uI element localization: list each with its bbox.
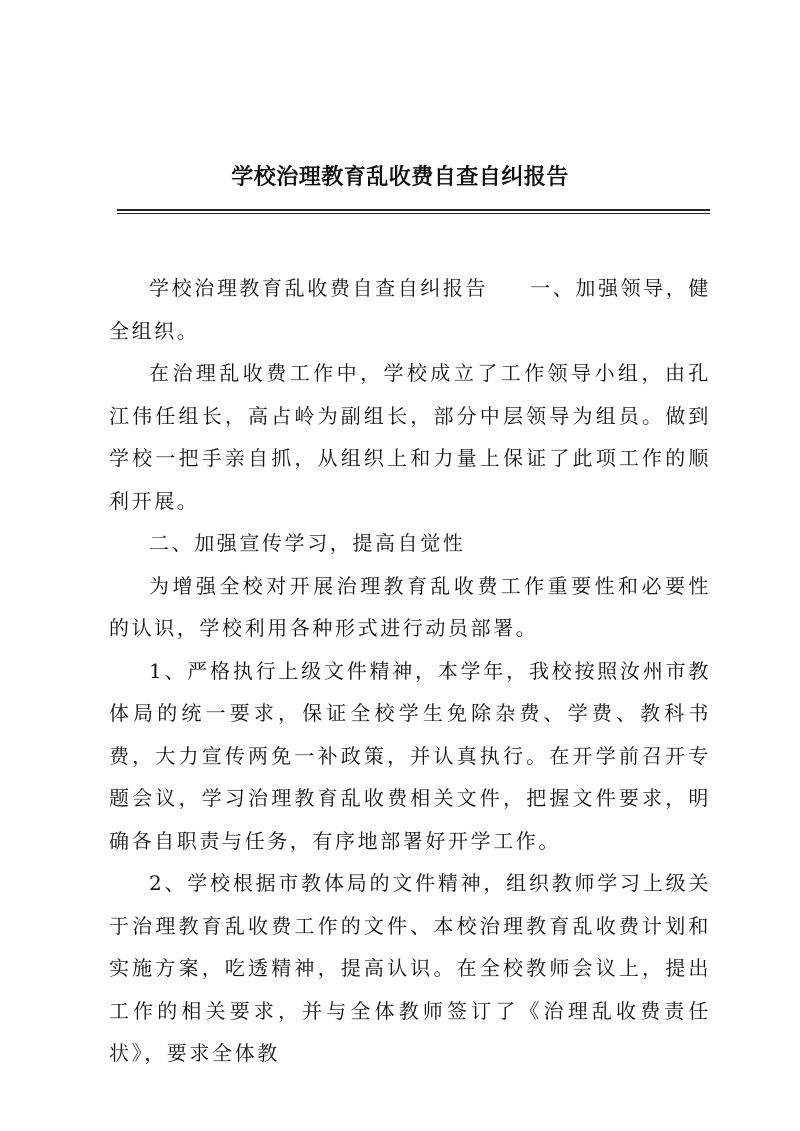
paragraph-1-text: 一、加强领导，健全组织。 — [109, 276, 711, 343]
paragraph-6: 2、学校根据市教体局的文件精神，组织教师学习上级关于治理教育乱收费工作的文件、本校治理教育乱收费计划和实施方案，吃透精神，提高认识。在全校教师会议上，提出工作的相关要求，并与全体教师签订了《治理乱收费责任状》，要求全体教 — [109, 871, 711, 1065]
paragraph-4: 为增强全校对开展治理教育乱收费工作重要性和必要性的认识，学校利用各种形式进行动员部署。 — [109, 573, 711, 640]
paragraph-1-lead: 学校治理教育乱收费自查自纠报告 — [149, 276, 489, 300]
paragraph-1 — [109, 267, 711, 352]
document-body — [109, 267, 711, 1075]
document-title: 学校治理教育乱收费自查自纠报告 — [231, 165, 569, 190]
paragraph-5: 1、严格执行上级文件精神，本学年，我校按照汝州市教体局的统一要求，保证全校学生免除杂费、学费、教科书费，大力宣传两免一补政策，并认真执行。在开学前召开专题会议，学习治理教育乱收费相关文件，把握文件要求，明确各自职责与任务，有序地部署好开学工作。 — [109, 658, 711, 853]
paragraph-2: 在治理乱收费工作中，学校成立了工作领导小组，由孔江伟任组长，高占岭为副组长，部分中层领导为组员。做到学校一把手亲自抓，从组织上和力量上保证了此项工作的顺利开展。 — [109, 361, 711, 513]
title-divider — [117, 209, 710, 211]
paragraph-3-heading: 二、加强宣传学习，提高自觉性 — [149, 531, 466, 555]
title-divider-thin — [117, 213, 710, 214]
